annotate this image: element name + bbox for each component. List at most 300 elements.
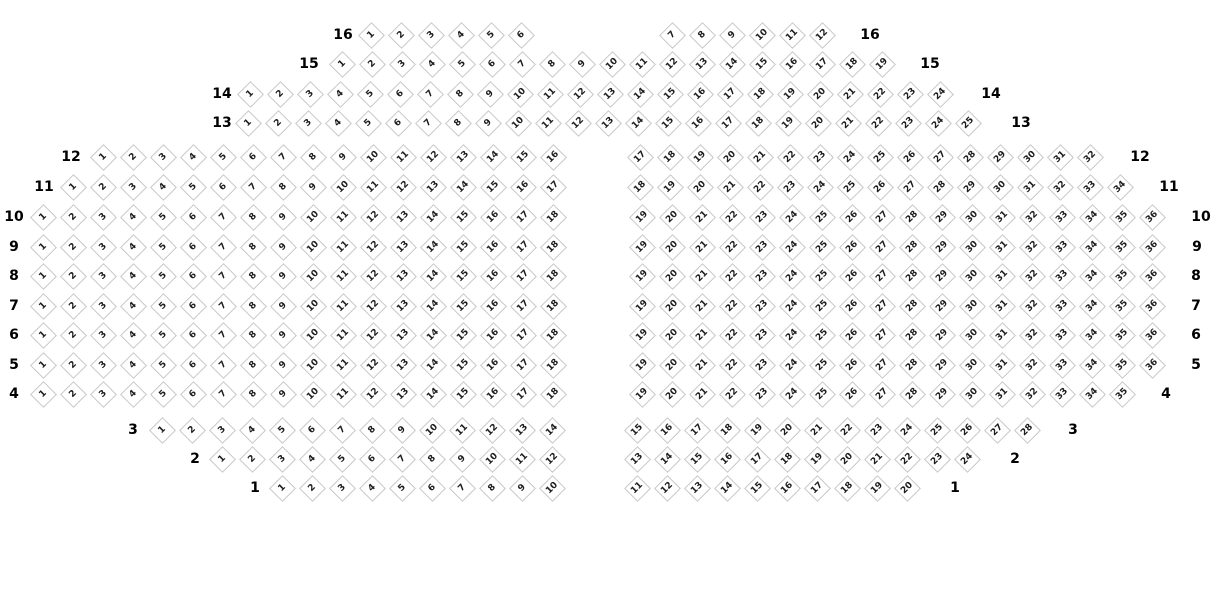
seat-row14-num19[interactable] <box>777 81 804 108</box>
seat-row4-num13[interactable] <box>390 381 417 408</box>
seat-row11-num4[interactable] <box>150 174 177 201</box>
seat-row8-num33[interactable] <box>1049 263 1076 290</box>
seat-row4-num22[interactable] <box>719 381 746 408</box>
seat-row12-num5[interactable] <box>210 144 237 171</box>
seat-row16-num2[interactable] <box>388 22 415 49</box>
seat-row4-num21[interactable] <box>689 381 716 408</box>
seat-row14-num24[interactable] <box>927 81 954 108</box>
seat-row13-num17[interactable] <box>715 110 742 137</box>
seat-row16-num6[interactable] <box>508 22 535 49</box>
seat-row8-num28[interactable] <box>899 263 926 290</box>
seat-row13-num10[interactable] <box>505 110 532 137</box>
seat-row8-num8[interactable] <box>240 263 267 290</box>
seat-row14-num4[interactable] <box>327 81 354 108</box>
seat-row12-num24[interactable] <box>837 144 864 171</box>
seat-row4-num19[interactable] <box>629 381 656 408</box>
seat-row10-num19[interactable] <box>629 204 656 231</box>
seat-row8-num12[interactable] <box>360 263 387 290</box>
seat-row13-num2[interactable] <box>265 110 292 137</box>
seat-row11-num8[interactable] <box>270 174 297 201</box>
seat-row1-num12[interactable] <box>654 475 681 502</box>
seat-row14-num17[interactable] <box>717 81 744 108</box>
seat-row8-num16[interactable] <box>480 263 507 290</box>
seat-row11-num13[interactable] <box>420 174 447 201</box>
seat-row10-num5[interactable] <box>150 204 177 231</box>
seat-row1-num15[interactable] <box>744 475 771 502</box>
seat-row8-num32[interactable] <box>1019 263 1046 290</box>
seat-row12-num20[interactable] <box>717 144 744 171</box>
seat-row15-num9[interactable] <box>569 51 596 78</box>
seat-row4-num35[interactable] <box>1109 381 1136 408</box>
seat-row10-num36[interactable] <box>1139 204 1166 231</box>
seat-row6-num31[interactable] <box>989 322 1016 349</box>
seat-row8-num14[interactable] <box>420 263 447 290</box>
seat-row3-num2[interactable] <box>179 417 206 444</box>
seat-row1-num7[interactable] <box>449 475 476 502</box>
seat-row16-num4[interactable] <box>448 22 475 49</box>
seat-row8-num17[interactable] <box>510 263 537 290</box>
seat-row14-num1[interactable] <box>237 81 264 108</box>
seat-row10-num22[interactable] <box>719 204 746 231</box>
seat-row12-num21[interactable] <box>747 144 774 171</box>
seat-row13-num7[interactable] <box>415 110 442 137</box>
seat-row6-num29[interactable] <box>929 322 956 349</box>
seat-row11-num14[interactable] <box>450 174 477 201</box>
seat-row12-num19[interactable] <box>687 144 714 171</box>
seat-row15-num12[interactable] <box>659 51 686 78</box>
seat-row11-num3[interactable] <box>120 174 147 201</box>
seat-row2-num2[interactable] <box>239 446 266 473</box>
seat-row13-num14[interactable] <box>625 110 652 137</box>
seat-row6-num8[interactable] <box>240 322 267 349</box>
seat-row13-num3[interactable] <box>295 110 322 137</box>
seat-row14-num23[interactable] <box>897 81 924 108</box>
seat-row16-num5[interactable] <box>478 22 505 49</box>
seat-row11-num26[interactable] <box>867 174 894 201</box>
seat-row2-num23[interactable] <box>924 446 951 473</box>
seat-row10-num35[interactable] <box>1109 204 1136 231</box>
seat-row6-num15[interactable] <box>450 322 477 349</box>
seat-row10-num11[interactable] <box>330 204 357 231</box>
seat-row10-num25[interactable] <box>809 204 836 231</box>
seat-row14-num15[interactable] <box>657 81 684 108</box>
seat-row12-num29[interactable] <box>987 144 1014 171</box>
seat-row4-num9[interactable] <box>270 381 297 408</box>
seat-row1-num16[interactable] <box>774 475 801 502</box>
seat-row4-num20[interactable] <box>659 381 686 408</box>
seat-row15-num3[interactable] <box>389 51 416 78</box>
seat-row11-num27[interactable] <box>897 174 924 201</box>
seat-row11-num25[interactable] <box>837 174 864 201</box>
seat-row4-num30[interactable] <box>959 381 986 408</box>
seat-row13-num11[interactable] <box>535 110 562 137</box>
seat-row10-num6[interactable] <box>180 204 207 231</box>
seat-row6-num23[interactable] <box>749 322 776 349</box>
seat-row8-num35[interactable] <box>1109 263 1136 290</box>
seat-row11-num18[interactable] <box>627 174 654 201</box>
seat-row8-num2[interactable] <box>60 263 87 290</box>
seat-row6-num17[interactable] <box>510 322 537 349</box>
seat-row8-num27[interactable] <box>869 263 896 290</box>
seat-row11-num24[interactable] <box>807 174 834 201</box>
seat-row8-num7[interactable] <box>210 263 237 290</box>
seat-row13-num6[interactable] <box>385 110 412 137</box>
seat-row8-num9[interactable] <box>270 263 297 290</box>
seat-row12-num30[interactable] <box>1017 144 1044 171</box>
seat-row13-num23[interactable] <box>895 110 922 137</box>
seat-row10-num34[interactable] <box>1079 204 1106 231</box>
seat-row4-num12[interactable] <box>360 381 387 408</box>
seat-row11-num7[interactable] <box>240 174 267 201</box>
seat-row14-num22[interactable] <box>867 81 894 108</box>
seat-row4-num23[interactable] <box>749 381 776 408</box>
seat-row13-num15[interactable] <box>655 110 682 137</box>
seat-row11-num11[interactable] <box>360 174 387 201</box>
seat-row6-num22[interactable] <box>719 322 746 349</box>
seat-row10-num17[interactable] <box>510 204 537 231</box>
seat-row13-num13[interactable] <box>595 110 622 137</box>
seat-row4-num1[interactable] <box>30 381 57 408</box>
seat-row10-num27[interactable] <box>869 204 896 231</box>
seat-row12-num1[interactable] <box>90 144 117 171</box>
seat-row14-num5[interactable] <box>357 81 384 108</box>
seat-row13-num21[interactable] <box>835 110 862 137</box>
seat-row6-num7[interactable] <box>210 322 237 349</box>
seat-row4-num16[interactable] <box>480 381 507 408</box>
seat-row8-num22[interactable] <box>719 263 746 290</box>
seat-row1-num17[interactable] <box>804 475 831 502</box>
seat-row12-num26[interactable] <box>897 144 924 171</box>
seat-row12-num32[interactable] <box>1077 144 1104 171</box>
seat-row11-num6[interactable] <box>210 174 237 201</box>
seat-row8-num3[interactable] <box>90 263 117 290</box>
seat-row15-num11[interactable] <box>629 51 656 78</box>
seat-row4-num6[interactable] <box>180 381 207 408</box>
seat-row12-num6[interactable] <box>240 144 267 171</box>
seat-row12-num31[interactable] <box>1047 144 1074 171</box>
seat-row13-num22[interactable] <box>865 110 892 137</box>
seat-row6-num12[interactable] <box>360 322 387 349</box>
seat-row10-num24[interactable] <box>779 204 806 231</box>
seat-row15-num6[interactable] <box>479 51 506 78</box>
seat-row14-num11[interactable] <box>537 81 564 108</box>
seat-row10-num7[interactable] <box>210 204 237 231</box>
seat-row6-num14[interactable] <box>420 322 447 349</box>
seat-row14-num10[interactable] <box>507 81 534 108</box>
seat-row10-num4[interactable] <box>120 204 147 231</box>
seat-row13-num12[interactable] <box>565 110 592 137</box>
seat-row15-num7[interactable] <box>509 51 536 78</box>
seat-row11-num31[interactable] <box>1017 174 1044 201</box>
seat-row6-num16[interactable] <box>480 322 507 349</box>
seat-row15-num19[interactable] <box>869 51 896 78</box>
seat-row12-num22[interactable] <box>777 144 804 171</box>
seat-row4-num26[interactable] <box>839 381 866 408</box>
seat-row8-num13[interactable] <box>390 263 417 290</box>
seat-row13-num1[interactable] <box>235 110 262 137</box>
seat-row1-num19[interactable] <box>864 475 891 502</box>
seat-row1-num4[interactable] <box>359 475 386 502</box>
seat-row10-num28[interactable] <box>899 204 926 231</box>
seat-row6-num26[interactable] <box>839 322 866 349</box>
seat-row14-num6[interactable] <box>387 81 414 108</box>
seat-row6-num27[interactable] <box>869 322 896 349</box>
seat-row15-num1[interactable] <box>329 51 356 78</box>
seat-row12-num17[interactable] <box>627 144 654 171</box>
seat-row3-num1[interactable] <box>149 417 176 444</box>
seat-row14-num20[interactable] <box>807 81 834 108</box>
seat-row11-num12[interactable] <box>390 174 417 201</box>
seat-row11-num32[interactable] <box>1047 174 1074 201</box>
seat-row12-num28[interactable] <box>957 144 984 171</box>
seat-row8-num19[interactable] <box>629 263 656 290</box>
seat-row11-num28[interactable] <box>927 174 954 201</box>
seat-row12-num13[interactable] <box>450 144 477 171</box>
seat-row14-num7[interactable] <box>417 81 444 108</box>
seat-row14-num8[interactable] <box>447 81 474 108</box>
seat-row10-num18[interactable] <box>540 204 567 231</box>
seat-row6-num24[interactable] <box>779 322 806 349</box>
seat-row11-num22[interactable] <box>747 174 774 201</box>
seat-row1-num8[interactable] <box>479 475 506 502</box>
seat-row12-num8[interactable] <box>300 144 327 171</box>
seat-row8-num10[interactable] <box>300 263 327 290</box>
seat-row13-num19[interactable] <box>775 110 802 137</box>
seat-row14-num2[interactable] <box>267 81 294 108</box>
seat-row8-num34[interactable] <box>1079 263 1106 290</box>
seat-row10-num13[interactable] <box>390 204 417 231</box>
seat-row10-num8[interactable] <box>240 204 267 231</box>
seat-row4-num2[interactable] <box>60 381 87 408</box>
seat-row10-num14[interactable] <box>420 204 447 231</box>
seat-row6-num28[interactable] <box>899 322 926 349</box>
seat-row6-num20[interactable] <box>659 322 686 349</box>
seat-row6-num36[interactable] <box>1139 322 1166 349</box>
seat-row11-num1[interactable] <box>60 174 87 201</box>
seat-row10-num3[interactable] <box>90 204 117 231</box>
seat-row12-num12[interactable] <box>420 144 447 171</box>
seat-row6-num6[interactable] <box>180 322 207 349</box>
seat-row13-num20[interactable] <box>805 110 832 137</box>
seat-row13-num25[interactable] <box>955 110 982 137</box>
seat-row4-num14[interactable] <box>420 381 447 408</box>
seat-row11-num9[interactable] <box>300 174 327 201</box>
seat-row14-num18[interactable] <box>747 81 774 108</box>
seat-row8-num29[interactable] <box>929 263 956 290</box>
seat-row6-num19[interactable] <box>629 322 656 349</box>
seat-row15-num5[interactable] <box>449 51 476 78</box>
seat-row4-num5[interactable] <box>150 381 177 408</box>
seat-row4-num28[interactable] <box>899 381 926 408</box>
seat-row6-num34[interactable] <box>1079 322 1106 349</box>
seat-row4-num11[interactable] <box>330 381 357 408</box>
seat-row15-num17[interactable] <box>809 51 836 78</box>
seat-row10-num2[interactable] <box>60 204 87 231</box>
seat-row12-num23[interactable] <box>807 144 834 171</box>
seat-row12-num14[interactable] <box>480 144 507 171</box>
seat-row4-num34[interactable] <box>1079 381 1106 408</box>
seat-row5-num36[interactable] <box>1139 352 1166 379</box>
seat-row14-num12[interactable] <box>567 81 594 108</box>
seat-row10-num10[interactable] <box>300 204 327 231</box>
seat-row8-num18[interactable] <box>540 263 567 290</box>
seat-row4-num24[interactable] <box>779 381 806 408</box>
seat-row4-num7[interactable] <box>210 381 237 408</box>
seat-row8-num20[interactable] <box>659 263 686 290</box>
seat-row2-num24[interactable] <box>954 446 981 473</box>
seat-row1-num14[interactable] <box>714 475 741 502</box>
seat-row15-num14[interactable] <box>719 51 746 78</box>
seat-row8-num6[interactable] <box>180 263 207 290</box>
seat-row3-num28[interactable] <box>1014 417 1041 444</box>
seat-row6-num1[interactable] <box>30 322 57 349</box>
seat-row10-num15[interactable] <box>450 204 477 231</box>
seat-row10-num23[interactable] <box>749 204 776 231</box>
seat-row8-num1[interactable] <box>30 263 57 290</box>
seat-row16-num1[interactable] <box>358 22 385 49</box>
seat-row8-num15[interactable] <box>450 263 477 290</box>
seat-row1-num13[interactable] <box>684 475 711 502</box>
seat-row12-num3[interactable] <box>150 144 177 171</box>
seat-row13-num8[interactable] <box>445 110 472 137</box>
seat-row8-num21[interactable] <box>689 263 716 290</box>
seat-row15-num16[interactable] <box>779 51 806 78</box>
seat-row8-num24[interactable] <box>779 263 806 290</box>
seat-row8-num31[interactable] <box>989 263 1016 290</box>
seat-row11-num20[interactable] <box>687 174 714 201</box>
seat-row11-num21[interactable] <box>717 174 744 201</box>
seat-row11-num29[interactable] <box>957 174 984 201</box>
seat-row4-num25[interactable] <box>809 381 836 408</box>
seat-row4-num4[interactable] <box>120 381 147 408</box>
seat-row1-num20[interactable] <box>894 475 921 502</box>
seat-row16-num3[interactable] <box>418 22 445 49</box>
seat-row12-num7[interactable] <box>270 144 297 171</box>
seat-row8-num5[interactable] <box>150 263 177 290</box>
seat-row10-num1[interactable] <box>30 204 57 231</box>
seat-row14-num16[interactable] <box>687 81 714 108</box>
seat-row6-num13[interactable] <box>390 322 417 349</box>
seat-row11-num30[interactable] <box>987 174 1014 201</box>
seat-row11-num17[interactable] <box>540 174 567 201</box>
seat-row4-num33[interactable] <box>1049 381 1076 408</box>
seat-row1-num9[interactable] <box>509 475 536 502</box>
seat-row8-num25[interactable] <box>809 263 836 290</box>
seat-row10-num26[interactable] <box>839 204 866 231</box>
seat-row6-num30[interactable] <box>959 322 986 349</box>
seat-row12-num15[interactable] <box>510 144 537 171</box>
seat-row3-num27[interactable] <box>984 417 1011 444</box>
seat-row6-num9[interactable] <box>270 322 297 349</box>
seat-row13-num24[interactable] <box>925 110 952 137</box>
seat-row4-num27[interactable] <box>869 381 896 408</box>
seat-row4-num8[interactable] <box>240 381 267 408</box>
seat-row12-num2[interactable] <box>120 144 147 171</box>
seat-row13-num9[interactable] <box>475 110 502 137</box>
seat-row1-num11[interactable] <box>624 475 651 502</box>
seat-row6-num3[interactable] <box>90 322 117 349</box>
seat-row10-num9[interactable] <box>270 204 297 231</box>
seat-row10-num32[interactable] <box>1019 204 1046 231</box>
seat-row6-num32[interactable] <box>1019 322 1046 349</box>
seat-row1-num10[interactable] <box>539 475 566 502</box>
seat-row1-num2[interactable] <box>299 475 326 502</box>
seat-row10-num21[interactable] <box>689 204 716 231</box>
seat-row14-num14[interactable] <box>627 81 654 108</box>
seat-row13-num16[interactable] <box>685 110 712 137</box>
seat-row12-num25[interactable] <box>867 144 894 171</box>
seat-row4-num18[interactable] <box>540 381 567 408</box>
seat-row15-num13[interactable] <box>689 51 716 78</box>
seat-row12-num4[interactable] <box>180 144 207 171</box>
seat-row1-num6[interactable] <box>419 475 446 502</box>
seat-row6-num25[interactable] <box>809 322 836 349</box>
seat-row6-num11[interactable] <box>330 322 357 349</box>
seat-row1-num3[interactable] <box>329 475 356 502</box>
seat-row6-num10[interactable] <box>300 322 327 349</box>
seat-row8-num23[interactable] <box>749 263 776 290</box>
seat-row6-num35[interactable] <box>1109 322 1136 349</box>
seat-row12-num27[interactable] <box>927 144 954 171</box>
seat-row6-num33[interactable] <box>1049 322 1076 349</box>
seat-row11-num16[interactable] <box>510 174 537 201</box>
seat-row14-num13[interactable] <box>597 81 624 108</box>
seat-row15-num8[interactable] <box>539 51 566 78</box>
seat-row13-num18[interactable] <box>745 110 772 137</box>
seat-row10-num30[interactable] <box>959 204 986 231</box>
seat-row11-num15[interactable] <box>480 174 507 201</box>
seat-row15-num15[interactable] <box>749 51 776 78</box>
seat-row1-num1[interactable] <box>269 475 296 502</box>
seat-row8-num26[interactable] <box>839 263 866 290</box>
seat-row4-num15[interactable] <box>450 381 477 408</box>
seat-row14-num21[interactable] <box>837 81 864 108</box>
seat-row11-num34[interactable] <box>1107 174 1134 201</box>
seat-row1-num5[interactable] <box>389 475 416 502</box>
seat-row12-num18[interactable] <box>657 144 684 171</box>
seat-row8-num30[interactable] <box>959 263 986 290</box>
seat-row11-num23[interactable] <box>777 174 804 201</box>
seat-row11-num5[interactable] <box>180 174 207 201</box>
seat-row4-num17[interactable] <box>510 381 537 408</box>
seat-row12-num10[interactable] <box>360 144 387 171</box>
seat-row11-num2[interactable] <box>90 174 117 201</box>
seat-row15-num2[interactable] <box>359 51 386 78</box>
seat-row8-num4[interactable] <box>120 263 147 290</box>
seat-row11-num33[interactable] <box>1077 174 1104 201</box>
seat-row12-num11[interactable] <box>390 144 417 171</box>
seat-row6-num21[interactable] <box>689 322 716 349</box>
seat-row4-num31[interactable] <box>989 381 1016 408</box>
seat-row10-num20[interactable] <box>659 204 686 231</box>
seat-row6-num5[interactable] <box>150 322 177 349</box>
seat-row15-num18[interactable] <box>839 51 866 78</box>
seat-row13-num5[interactable] <box>355 110 382 137</box>
seat-row6-num18[interactable] <box>540 322 567 349</box>
seat-row8-num36[interactable] <box>1139 263 1166 290</box>
seat-row2-num1[interactable] <box>209 446 236 473</box>
seat-row10-num31[interactable] <box>989 204 1016 231</box>
seat-row14-num9[interactable] <box>477 81 504 108</box>
seat-row4-num32[interactable] <box>1019 381 1046 408</box>
seat-row10-num16[interactable] <box>480 204 507 231</box>
seat-row4-num10[interactable] <box>300 381 327 408</box>
seat-row4-num3[interactable] <box>90 381 117 408</box>
seat-row10-num29[interactable] <box>929 204 956 231</box>
seat-row15-num4[interactable] <box>419 51 446 78</box>
seat-row10-num12[interactable] <box>360 204 387 231</box>
seat-row12-num9[interactable] <box>330 144 357 171</box>
